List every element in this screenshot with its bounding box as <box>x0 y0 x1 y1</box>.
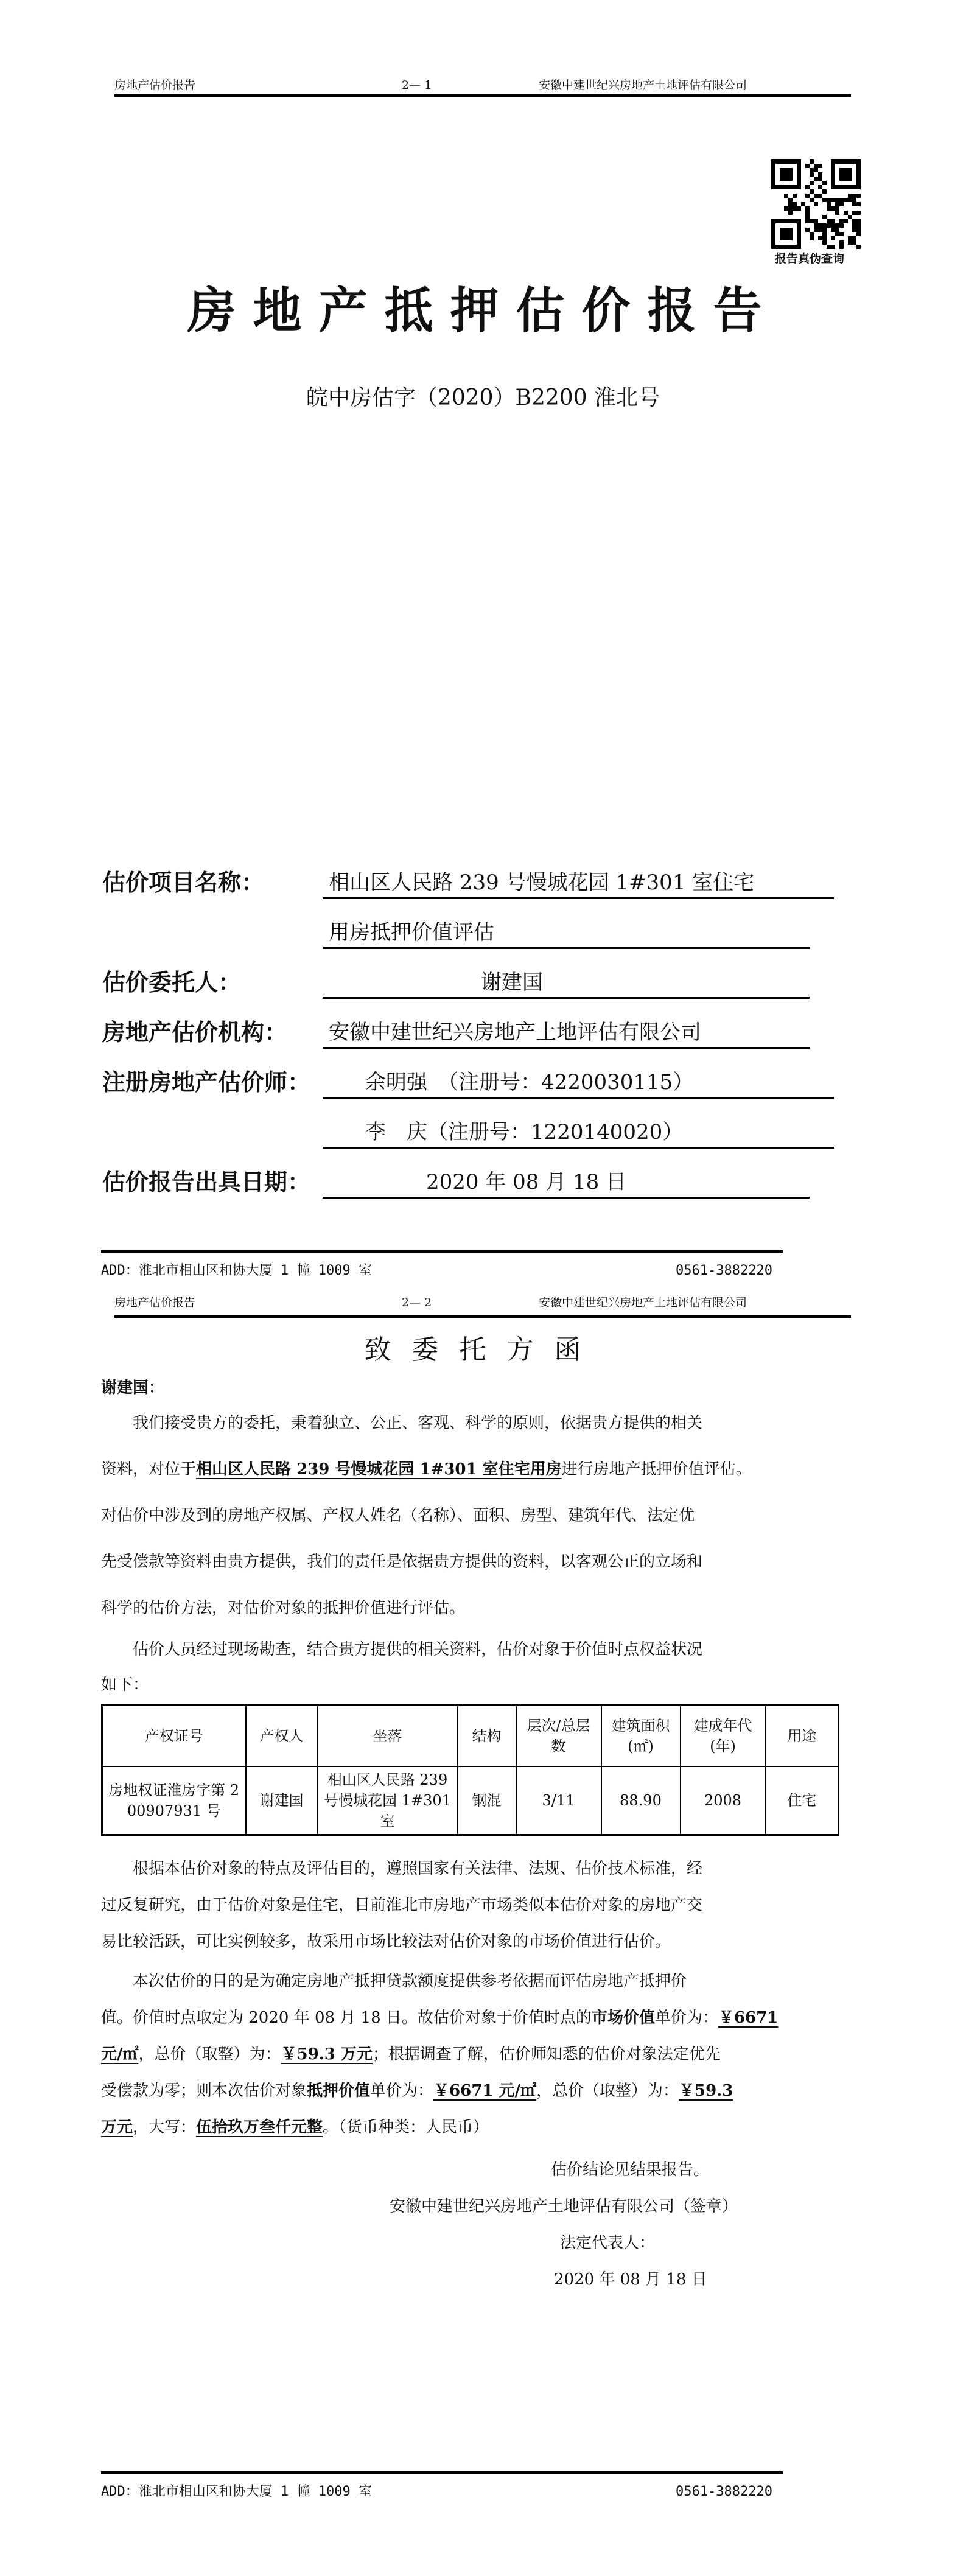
para4-line1: 本次估价的目的是为确定房地产抵押贷款额度提供参考依据而评估房地产抵押价 <box>133 1972 687 1990</box>
footer-address: ADD：淮北市相山区和协大厦 1 幢 1009 室 <box>101 2484 372 2499</box>
para2-line2: 如下： <box>101 1676 149 1694</box>
report-date-value: 2020 年 08 月 18 日 <box>426 1170 627 1194</box>
col-header: 结构 <box>458 1706 516 1766</box>
mortgage-unit-price: ￥6671 元/㎡ <box>433 2082 536 2100</box>
appraiser-2-underline <box>323 1147 834 1149</box>
col-header: 坐落 <box>318 1706 458 1766</box>
amount-in-words: 伍拾玖万叁仟元整 <box>196 2118 323 2137</box>
text: 。（货币种类：人民币） <box>323 2118 489 2137</box>
para2-line1: 估价人员经过现场勘查，结合贵方提供的相关资料，估价对象于价值时点权益状况 <box>133 1640 703 1659</box>
para4-line2 <box>101 2000 778 2036</box>
cell-year-built: 2008 <box>681 1766 766 1835</box>
header-left: 房地产估价报告 <box>114 1296 196 1309</box>
col-header: 产权证号 <box>102 1706 246 1766</box>
header-page-number: 2— 2 <box>402 1296 432 1309</box>
market-value-label: 市场价值 <box>591 2009 655 2027</box>
col-header: 产权人 <box>246 1706 318 1766</box>
para4-line5 <box>101 2109 778 2146</box>
text: ；根据调查了解，估价师知悉的估价对象法定优先 <box>372 2045 721 2063</box>
market-unit-price: ￥6671 <box>718 2009 779 2027</box>
paragraph-inspection <box>101 1631 702 1702</box>
para3-line3: 易比较活跃，可比实例较多，故采用市场比较法对估价对象的市场价值进行估价。 <box>101 1933 671 1951</box>
para3-line2: 过反复研究，由于估价对象是住宅，目前淮北市房地产市场类似本估价对象的房地产交 <box>101 1896 703 1914</box>
text: ，大写： <box>133 2118 197 2137</box>
agency-value: 安徽中建世纪兴房地产土地评估有限公司 <box>329 1020 701 1045</box>
cell-owner: 谢建国 <box>246 1766 318 1835</box>
project-name-underline-1 <box>323 897 834 899</box>
col-header: 建成年代(年) <box>681 1706 766 1766</box>
cell-area: 88.90 <box>601 1766 681 1835</box>
para1-line2 <box>101 1446 752 1493</box>
header-rule <box>114 94 851 97</box>
client-label: 估价委托人： <box>102 968 242 996</box>
footer-phone: 0561-3882220 <box>676 2484 772 2499</box>
col-header: 建筑面积(㎡) <box>601 1706 681 1766</box>
footer-rule <box>101 2471 783 2474</box>
mortgage-value-label: 抵押价值 <box>307 2082 371 2100</box>
qr-block <box>771 159 861 266</box>
paragraph-method <box>101 1850 702 1960</box>
col-header: 层次/总层数 <box>516 1706 601 1766</box>
client-value: 谢建国 <box>481 970 543 995</box>
project-name-label: 估价项目名称： <box>102 869 265 896</box>
agency-label: 房地产估价机构： <box>102 1018 288 1046</box>
text: 单价为： <box>654 2009 718 2027</box>
text: 资料，对位于 <box>101 1460 197 1479</box>
appraiser-1-underline <box>323 1097 834 1099</box>
letter-title: 致委托方函 <box>364 1334 602 1365</box>
qr-code-icon[interactable] <box>771 159 861 249</box>
footer-rule <box>101 1250 783 1253</box>
appraiser-2: 李 庆（注册号：1220140020） <box>365 1120 684 1144</box>
footer-address: ADD：淮北市相山区和协大厦 1 幢 1009 室 <box>101 1263 372 1278</box>
footer-phone: 0561-3882220 <box>676 1263 772 1278</box>
conclusion-note: 估价结论见结果报告。 <box>551 2161 710 2179</box>
appraiser-label: 注册房地产估价师： <box>102 1068 311 1096</box>
header-rule <box>114 1315 851 1318</box>
text: ，总价（取整）为： <box>138 2045 281 2063</box>
property-address-emphasis: 相山区人民路 239 号慢城花园 1#301 室住宅用房 <box>196 1460 562 1479</box>
salutation: 谢建国： <box>101 1379 165 1397</box>
para4-line4 <box>101 2073 778 2109</box>
mortgage-total-price-unit: 万元 <box>101 2118 133 2137</box>
cell-structure: 钢混 <box>458 1766 516 1835</box>
market-total-price: ￥59.3 万元 <box>281 2045 373 2063</box>
col-header: 用途 <box>766 1706 839 1766</box>
appraiser-1: 余明强 （注册号：4220030115） <box>365 1070 694 1094</box>
text: 值。价值时点取定为 2020 年 08 月 18 日。故估价对象于价值时点的 <box>101 2009 592 2027</box>
property-rights-table <box>101 1704 839 1836</box>
project-name-value-line2: 用房抵押价值评估 <box>329 920 494 945</box>
text: 单价为： <box>370 2082 434 2100</box>
qr-caption: 报告真伪查询 <box>775 252 845 265</box>
report-date-label: 估价报告出具日期： <box>102 1168 311 1195</box>
text: 受偿款为零；则本次估价对象 <box>101 2082 307 2100</box>
signing-date: 2020 年 08 月 18 日 <box>554 2270 707 2289</box>
report-number: 皖中房估字（2020）B2200 淮北号 <box>306 385 660 410</box>
legal-representative: 法定代表人： <box>560 2234 656 2252</box>
mortgage-total-price: ￥59.3 <box>678 2082 733 2100</box>
project-name-underline-2 <box>323 947 810 949</box>
agency-underline <box>323 1047 810 1049</box>
para1-line1: 我们接受贵方的委托，秉着独立、公正、客观、科学的原则，依据贵方提供的相关 <box>133 1414 703 1432</box>
header-left: 房地产估价报告 <box>114 79 196 92</box>
para1-line3: 对估价中涉及到的房地产权属、产权人姓名（名称）、面积、房型、建筑年代、法定优 <box>101 1507 695 1525</box>
header-page-number: 2— 1 <box>402 79 432 92</box>
text: 进行房地产抵押价值评估。 <box>561 1460 752 1479</box>
client-underline <box>323 997 810 999</box>
cell-usage: 住宅 <box>766 1766 839 1835</box>
cell-floor: 3/11 <box>516 1766 601 1835</box>
project-name-value-line1: 相山区人民路 239 号慢城花园 1#301 室住宅 <box>329 870 755 895</box>
para1-line5: 科学的估价方法，对估价对象的抵押价值进行评估。 <box>101 1599 466 1617</box>
signing-company: 安徽中建世纪兴房地产土地评估有限公司（签章） <box>390 2197 738 2216</box>
paragraph-valuation <box>101 1963 778 2146</box>
table-header-row <box>102 1706 839 1766</box>
market-unit-price-unit: 元/㎡ <box>101 2045 139 2063</box>
paragraph-entrustment <box>101 1400 752 1631</box>
report-title: 房地产抵押估价报告 <box>187 282 779 339</box>
report-date-underline <box>323 1197 810 1199</box>
para1-line4: 先受偿款等资料由贵方提供，我们的责任是依据贵方提供的资料，以客观公正的立场和 <box>101 1553 703 1571</box>
header-right: 安徽中建世纪兴房地产土地评估有限公司 <box>539 79 747 92</box>
cell-certificate-no: 房地权证淮房字第 200907931 号 <box>102 1766 246 1835</box>
table-row <box>102 1766 839 1835</box>
header-right: 安徽中建世纪兴房地产土地评估有限公司 <box>539 1296 747 1309</box>
cell-location: 相山区人民路 239 号慢城花园 1#301 室 <box>318 1766 458 1835</box>
text: ，总价（取整）为： <box>536 2082 679 2100</box>
para4-line3 <box>101 2036 778 2073</box>
para3-line1: 根据本估价对象的特点及评估目的，遵照国家有关法律、法规、估价技术标准，经 <box>133 1860 703 1878</box>
